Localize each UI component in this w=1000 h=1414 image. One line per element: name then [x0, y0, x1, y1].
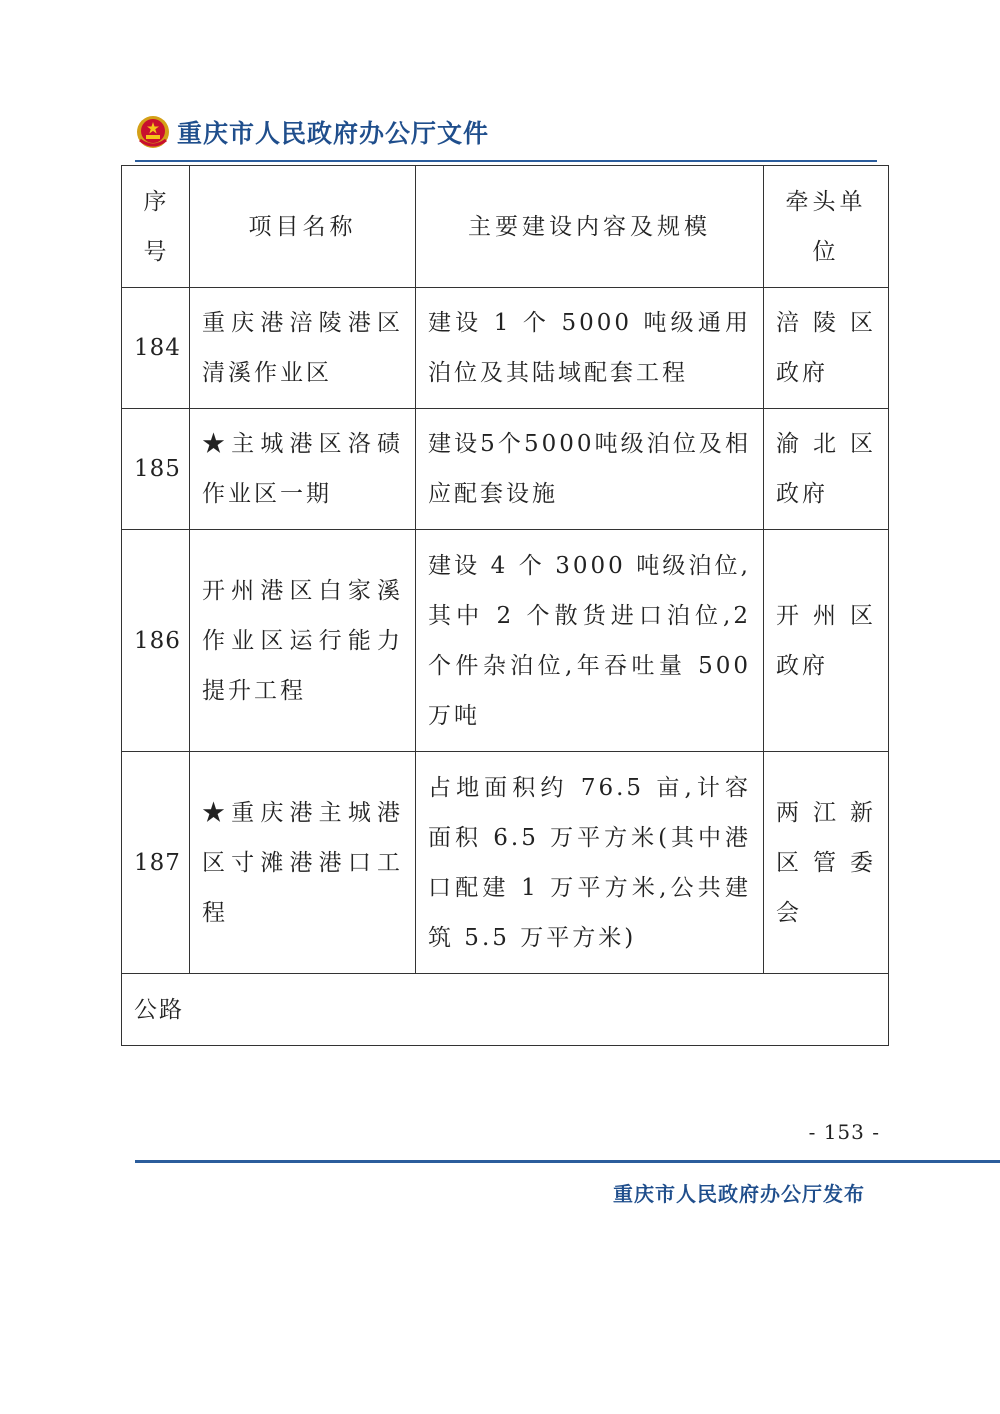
row-number: 185	[122, 409, 190, 530]
project-name: 重庆港涪陵港区清溪作业区	[190, 288, 416, 409]
national-emblem-icon	[135, 114, 171, 150]
project-content: 建设 4 个 3000 吨级泊位,其中 2 个散货进口泊位,2 个件杂泊位,年吞吐量 500 万吨	[416, 530, 764, 752]
column-header-no: 序号	[122, 166, 190, 288]
header-title: 重庆市人民政府办公厅文件	[177, 119, 490, 148]
column-header-name: 项目名称	[190, 166, 416, 288]
row-number: 187	[122, 752, 190, 974]
project-content: 占地面积约 76.5 亩,计容面积 6.5 万平方米(其中港口配建 1 万平方米,公共建筑 5.5 万平方米)	[416, 752, 764, 974]
project-name: 开州港区白家溪作业区运行能力提升工程	[190, 530, 416, 752]
project-content: 建设5个5000吨级泊位及相应配套设施	[416, 409, 764, 530]
table-row	[122, 288, 889, 409]
table-row	[122, 752, 889, 974]
project-name: ★主城港区洛碛作业区一期	[190, 409, 416, 530]
footer-divider	[135, 1160, 1000, 1163]
table-row	[122, 530, 889, 752]
row-number: 184	[122, 288, 190, 409]
project-name: ★重庆港主城港区寸滩港港口工程	[190, 752, 416, 974]
lead-unit: 开州区政府	[764, 530, 889, 752]
category-row	[122, 974, 889, 1046]
column-header-content: 主要建设内容及规模	[416, 166, 764, 288]
category-label: 公路	[122, 974, 889, 1046]
project-table	[121, 165, 889, 1046]
document-header	[135, 112, 489, 152]
lead-unit: 两江新区管委会	[764, 752, 889, 974]
column-header-lead: 牵头单位	[764, 166, 889, 288]
table-row	[122, 409, 889, 530]
row-number: 186	[122, 530, 190, 752]
table-header-row	[122, 166, 889, 288]
header-divider	[135, 160, 877, 162]
page-number: - 153 -	[808, 1120, 880, 1144]
lead-unit: 渝北区政府	[764, 409, 889, 530]
footer-publisher: 重庆市人民政府办公厅发布	[613, 1182, 865, 1206]
lead-unit: 涪陵区政府	[764, 288, 889, 409]
project-content: 建设 1 个 5000 吨级通用泊位及其陆域配套工程	[416, 288, 764, 409]
